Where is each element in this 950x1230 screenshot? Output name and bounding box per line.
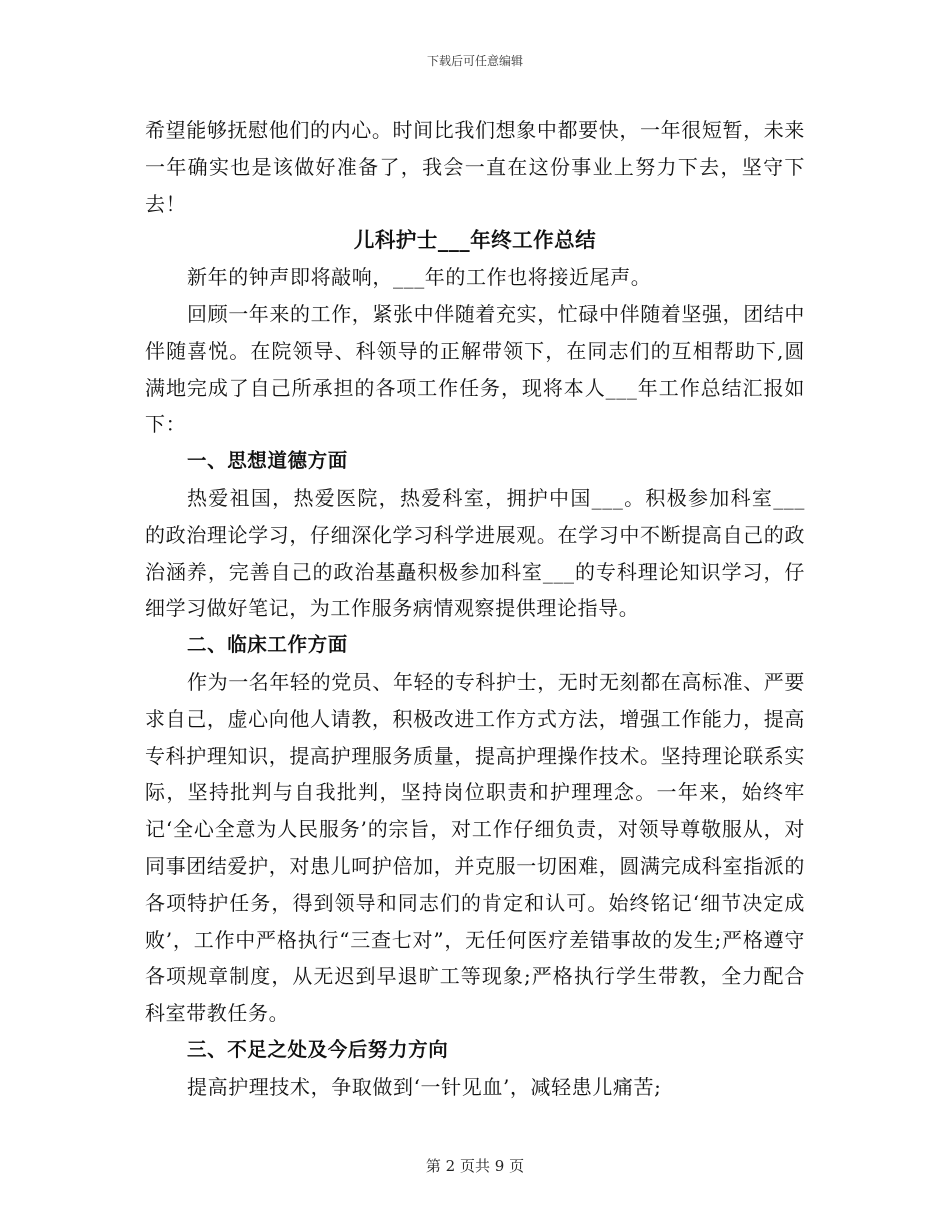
section-body: 作为一名年轻的党员、年轻的专科护士，无时无刻都在高标准、严要求自己，虚心向他人请教，积极改进工作方式方法，增强工作能力，提高专科护理知识，提高护理服务质量，提高护理操作技术。坚持理论联系实际，坚持批判与自我批判，坚持岗位职责和护理理念。一年来，始终牢记‘全心全意为人民服务’的宗旨，对工作仔细负责，对领导尊敬服从，对同事团结爱护，对患儿呵护倍加，并克服一切困难，圆满完成科室指派的各项特护任务，得到领导和同志们的肯定和认可。始终铭记‘细节决定成败’，工作中严格执行“三查七对”，无任何医疗差错事故的发生;严格遵守各项规章制度，从无迟到早退旷工等现象;严格执行学生带教，全力配合科室带教任务。 [145, 669, 805, 1026]
paragraph: 回顾一年来的工作，紧张中伴随着充实，忙碌中伴随着坚强，团结中伴随喜悦。在院领导、科领导的正解带领下，在同志们的互相帮助下,圆满地完成了自己所承担的各项工作任务，现将本人___年工作总结汇报如下： [145, 301, 805, 437]
section-heading: 一、思想道德方面 [187, 449, 348, 473]
document-title: 儿科护士___年终工作总结 [353, 228, 597, 253]
section-body: 热爱祖国，热爱医院，热爱科室，拥护中国___。积极参加科室___的政治理论学习，仔细深化学习科学进展观。在学习中不断提高自己的政治涵养，完善自己的政治基矗积极参加科室___的专科理论知识学习，仔细学习做好笔记，为工作服务病情观察提供理论指导。 [145, 485, 805, 621]
section-heading: 三、不足之处及今后努力方向 [187, 1037, 449, 1061]
paragraph: 新年的钟声即将敲响，___年的工作也将接近尾声。 [187, 265, 652, 290]
page-footer: 第 2 页共 9 页 [425, 1157, 525, 1175]
section-heading: 二、临床工作方面 [187, 633, 348, 657]
section-body: 提高护理技术，争取做到‘一针见血’，减轻患儿痛苦; [187, 1074, 662, 1099]
intro-paragraph: 希望能够抚慰他们的内心。时间比我们想象中都要快，一年很短暂，未来一年确实也是该做好准备了，我会一直在这份事业上努力下去，坚守下去！ [145, 118, 805, 216]
document-body [145, 112, 805, 1106]
page-header: 下载后可任意编辑 [426, 54, 523, 68]
